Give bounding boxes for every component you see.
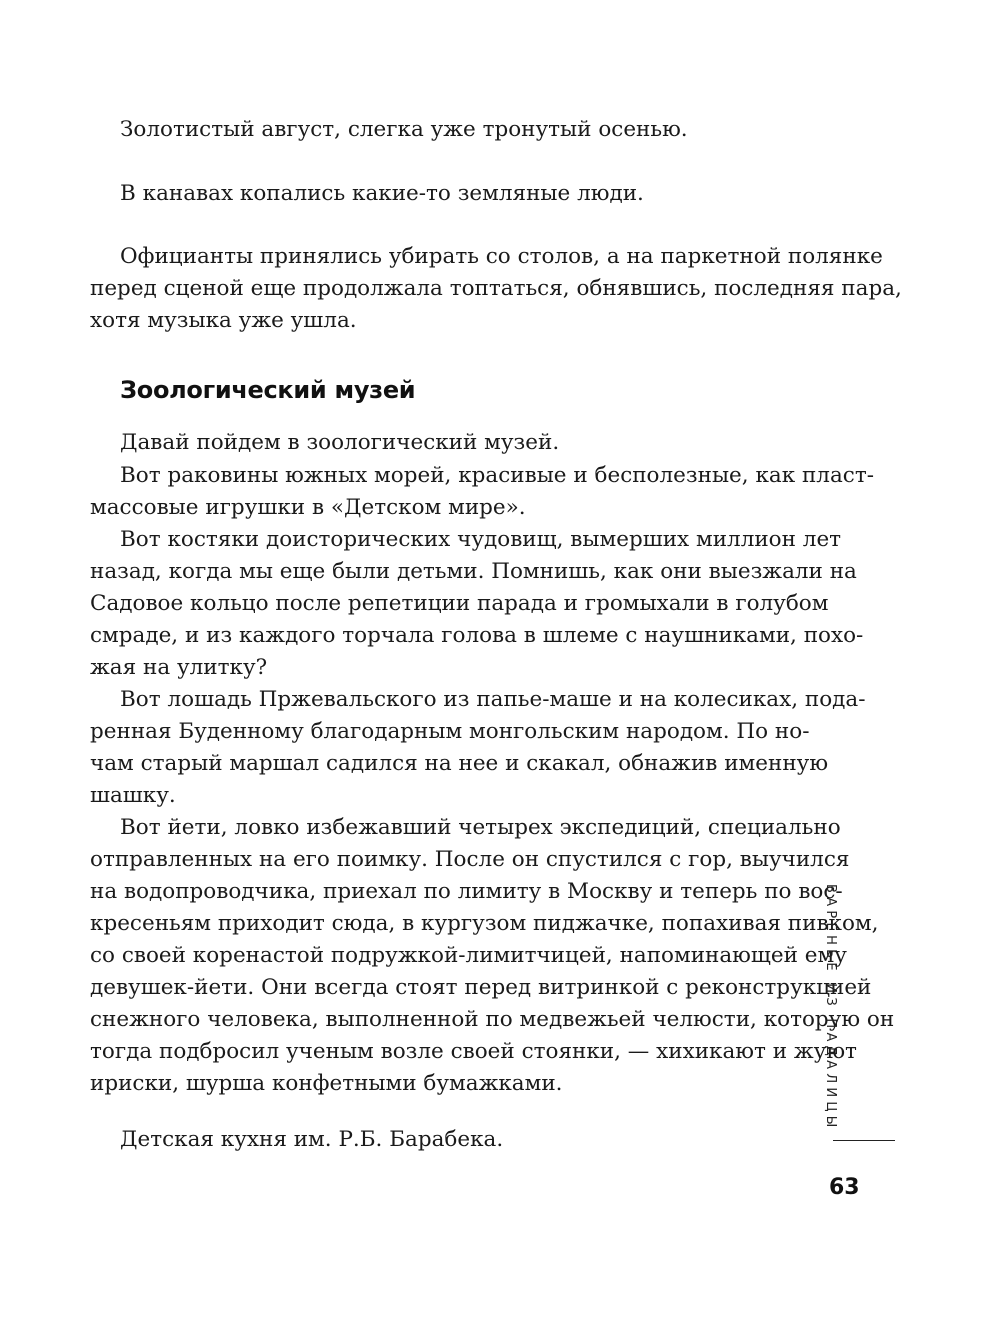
museum-line-3: массовые игрушки в «Детском мире». <box>90 495 526 520</box>
paragraph-waiters-line-1: Официанты принялись убирать со столов, а на паркетной полянке <box>120 244 883 269</box>
paragraph-ditches: В канавах копались какие-то земляные люди. <box>120 181 644 206</box>
paragraph-waiters-line-2: перед сценой еще продолжала топтаться, обнявшись, последняя пара, <box>90 276 902 301</box>
museum-line-8: жая на улитку? <box>90 655 268 680</box>
closing-line: Детская кухня им. Р.Б. Барабека. <box>120 1127 504 1152</box>
museum-line-9: Вот лошадь Пржевальского из папье-маше и на колесиках, пода- <box>120 687 866 712</box>
museum-line-1: Давай пойдем в зоологический музей. <box>120 430 560 455</box>
museum-line-2: Вот раковины южных морей, красивые и бесполезные, как пласт- <box>120 463 874 488</box>
museum-line-14: отправленных на его поимку. После он спустился с гор, выучился <box>90 847 850 872</box>
page-number-rule <box>833 1140 895 1141</box>
paragraph-golden-august: Золотистый август, слегка уже тронутый осенью. <box>120 117 688 142</box>
museum-line-20: тогда подбросил ученым возле своей стоянки, — хихикают и жуют <box>90 1039 857 1064</box>
running-head: ВАРЕНЬЕ ИЗ ПАДАЛИЦЫ <box>823 884 838 1132</box>
page-number: 63 <box>829 1175 860 1200</box>
paragraph-waiters-line-3: хотя музыка уже ушла. <box>90 308 357 333</box>
museum-line-4: Вот костяки доисторических чудовищ, вымерших миллион лет <box>120 527 842 552</box>
museum-line-19: снежного человека, выполненной по медвежьей челюсти, которую он <box>90 1007 895 1032</box>
museum-line-15: на водопроводчика, приехал по лимиту в Москву и теперь по вос- <box>90 879 843 904</box>
museum-line-21: ириски, шурша конфетными бумажками. <box>90 1071 563 1096</box>
museum-line-7: смраде, и из каждого торчала голова в шлеме с наушниками, похо- <box>90 623 864 648</box>
museum-line-18: девушек-йети. Они всегда стоят перед витринкой с реконструкцией <box>90 975 872 1000</box>
museum-line-17: со своей коренастой подружкой-лимитчицей, напоминающей ему <box>90 943 847 968</box>
museum-line-5: назад, когда мы еще были детьми. Помнишь, как они выезжали на <box>90 559 857 584</box>
museum-line-10: ренная Буденному благодарным монгольским народом. По но- <box>90 719 810 744</box>
museum-line-16: кресеньям приходит сюда, в кургузом пиджачке, попахивая пивком, <box>90 911 879 936</box>
museum-line-6: Садовое кольцо после репетиции парада и громыхали в голубом <box>90 591 829 616</box>
section-heading: Зоологический музей <box>120 376 416 404</box>
museum-line-13: Вот йети, ловко избежавший четырех экспедиций, специально <box>120 815 841 840</box>
museum-line-11: чам старый маршал садился на нее и скакал, обнажив именную <box>90 751 829 776</box>
museum-line-12: шашку. <box>90 783 176 808</box>
